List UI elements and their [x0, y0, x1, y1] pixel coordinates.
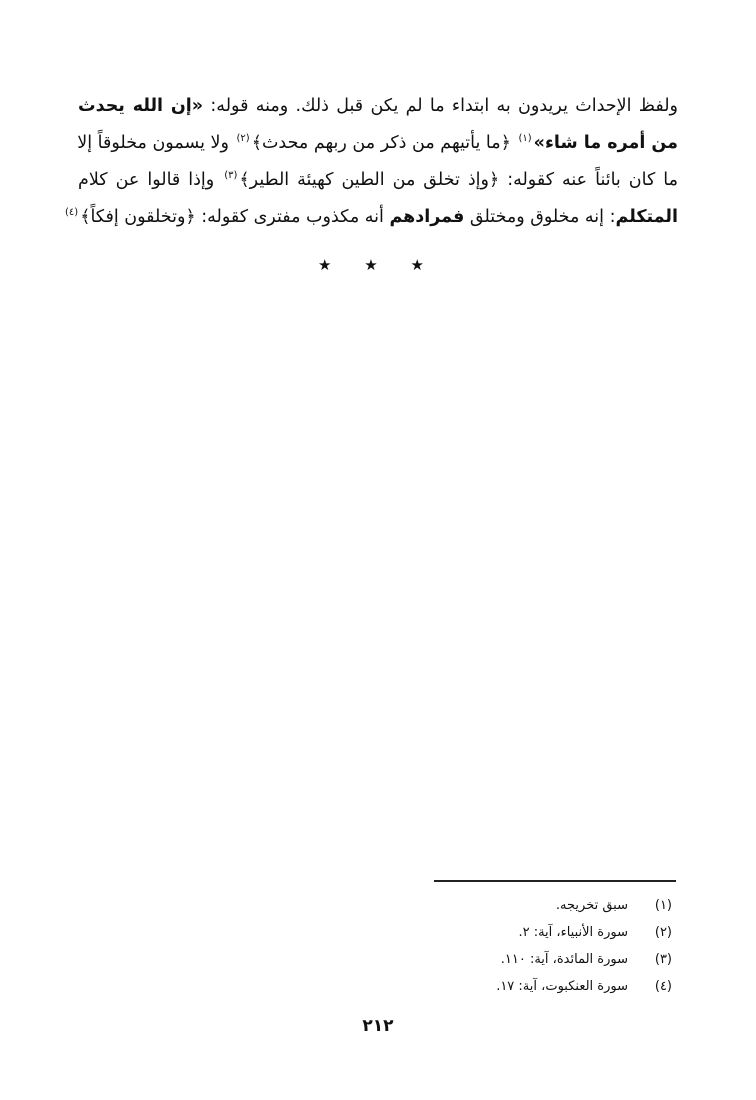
footnote-3 [352, 946, 672, 973]
footnote-number: (٤) [654, 979, 672, 994]
footnote-number: (١) [654, 898, 672, 913]
paragraph-line-1 [78, 88, 678, 125]
line-2-segment-2: ﴿ما يأتيهم من ذكر من ربهم محدث﴾ [251, 133, 517, 153]
footnote-4 [352, 973, 672, 1000]
footnote-text: سورة الأنبياء، آية: ٢. [518, 925, 628, 940]
main-paragraph [65, 88, 678, 236]
line-4-segment-1: المتكلم [615, 207, 678, 227]
section-separator-stars: ★ ★ ★ [318, 256, 438, 274]
line-2-segment-1: من أمره ما شاء» [533, 133, 678, 153]
footnote-number: (٣) [654, 952, 672, 967]
paragraph-line-2 [78, 125, 678, 162]
footnote-1 [352, 892, 672, 919]
paragraph-line-3 [78, 162, 678, 199]
footnote-text: سورة العنكبوت، آية: ١٧. [496, 979, 628, 994]
line-4-segment-2: : إنه مخلوق ومختلق [464, 207, 616, 227]
paragraph-line-4 [65, 199, 678, 236]
footnote-text: سورة المائدة، آية: ١١٠. [500, 952, 628, 967]
line-4-segment-3: فمرادهم [389, 207, 465, 227]
line-4-segment-4: أنه مكذوب مفترى كقوله: ﴿وتخلقون إفكاً﴾ [80, 207, 390, 227]
page-number: ٢١٢ [362, 1016, 394, 1036]
footnote-ref-4: (٤) [65, 207, 79, 219]
footnote-divider [434, 880, 676, 882]
footnote-ref-1: (١) [518, 133, 532, 145]
line-1-segment-2: «إن الله يحدث [78, 96, 204, 116]
footnotes-list [352, 892, 672, 1000]
footnote-number: (٢) [654, 925, 672, 940]
line-3-segment-1: ما كان بائناً عنه كقوله: ﴿وإذ تخلق من الطين كهيئة الطير﴾ [239, 170, 678, 190]
footnote-text: سبق تخريجه. [555, 898, 628, 913]
line-1-segment-1: ولفظ الإحداث يريدون به ابتداء ما لم يكن قبل ذلك. ومنه قوله: [203, 96, 678, 116]
footnote-ref-2: (٢) [236, 133, 250, 145]
line-2-segment-3: ولا يسمون مخلوقاً إلا [77, 133, 235, 153]
line-3-segment-2: وإذا قالوا عن كلام [78, 170, 223, 190]
footnote-2 [352, 919, 672, 946]
footnote-ref-3: (٣) [224, 170, 238, 182]
